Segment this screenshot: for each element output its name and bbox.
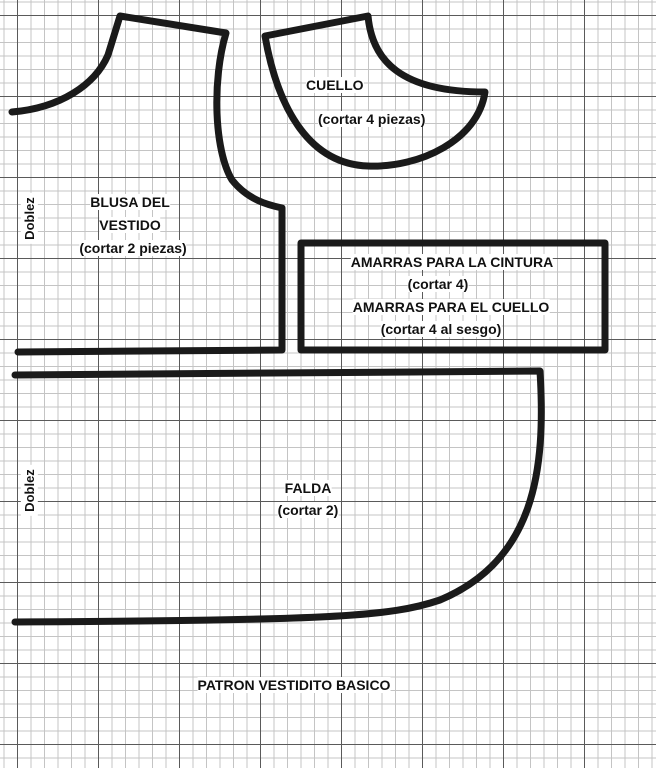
skirt-fold-label: Doblez [21,465,38,516]
collar-name: CUELLO [306,77,364,93]
skirt-name: FALDA [284,480,332,496]
page-title: PATRON VESTIDITO BASICO [197,677,391,693]
neck-ties-name: AMARRAS PARA EL CUELLO [352,299,550,315]
bodice-name-line1: BLUSA DEL [90,194,170,210]
waist-ties-name: AMARRAS PARA LA CINTURA [350,254,554,270]
bodice-fold-label: Doblez [21,193,38,244]
waist-ties-cut-note: (cortar 4) [407,276,469,292]
bodice-name-line2: VESTIDO [99,217,161,233]
bodice-outline [12,16,282,352]
bodice-cut-note: (cortar 2 piezas) [79,240,187,256]
neck-ties-cut-note: (cortar 4 al sesgo) [380,321,502,337]
skirt-outline [15,371,541,622]
collar-outline [265,16,485,166]
skirt-cut-note: (cortar 2) [277,502,339,518]
collar-cut-note: (cortar 4 piezas) [318,111,426,127]
